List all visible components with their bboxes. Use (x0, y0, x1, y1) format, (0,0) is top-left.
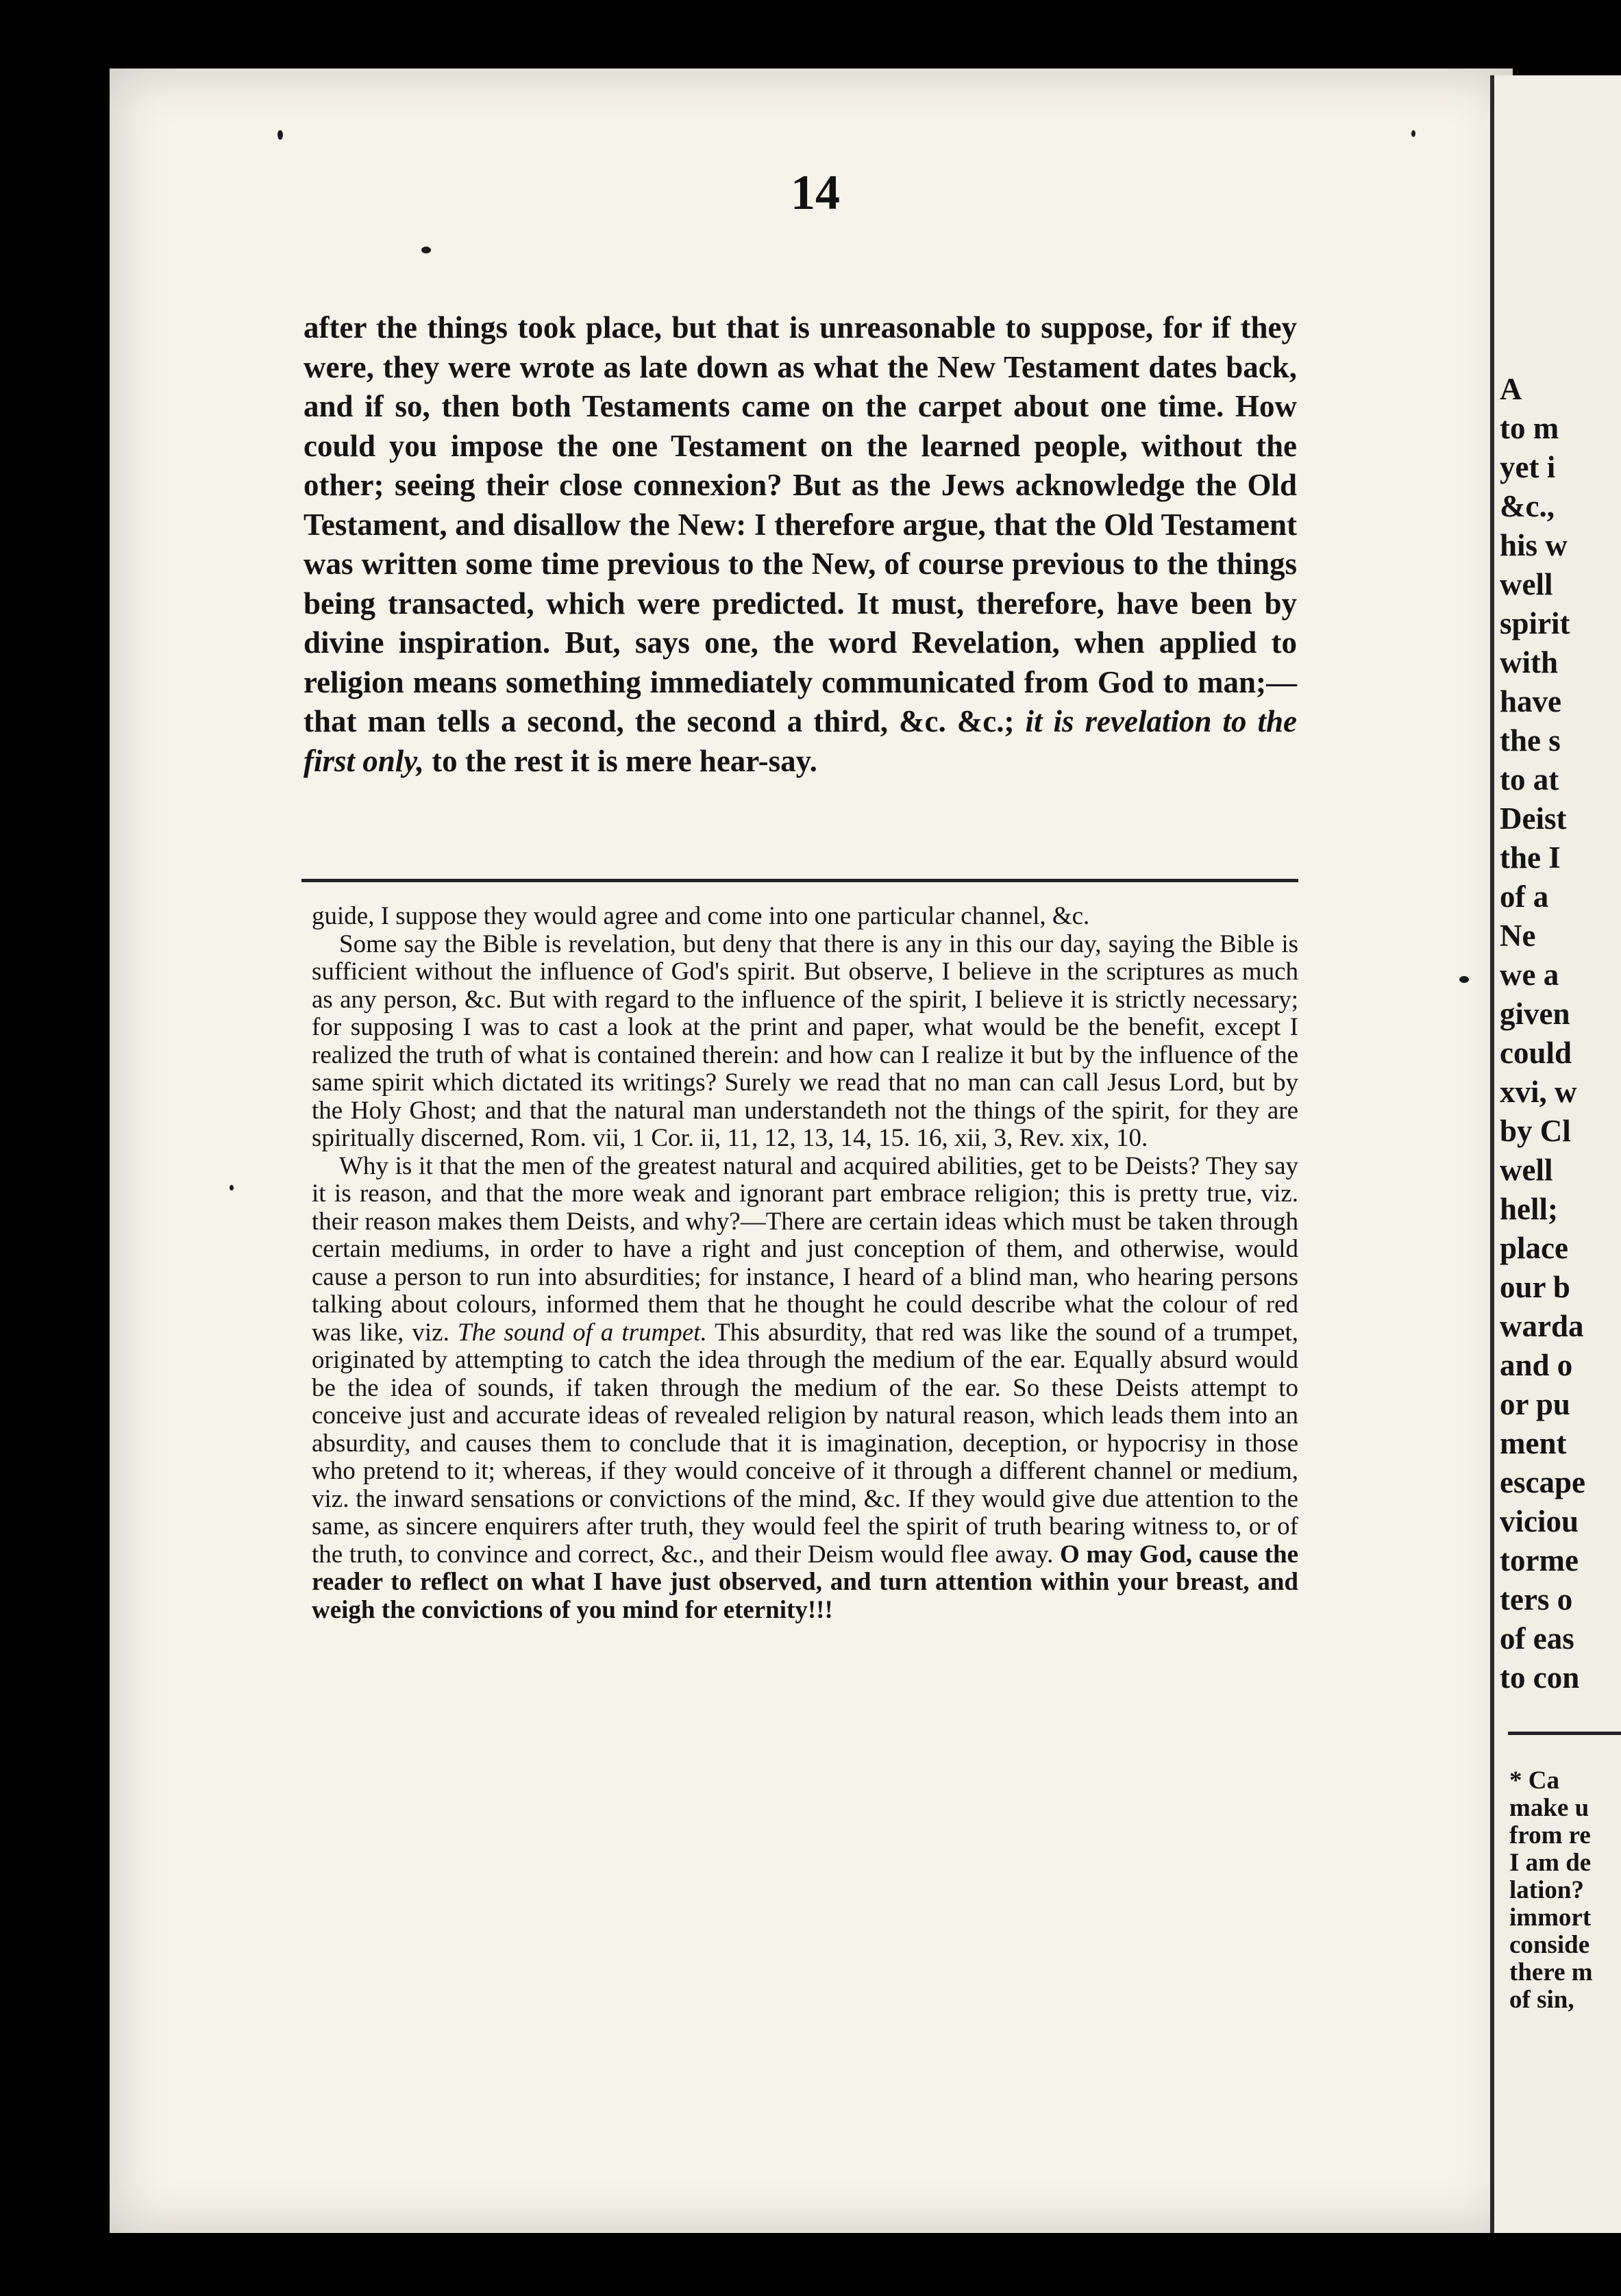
adjacent-page-line: &c., (1500, 489, 1555, 523)
main-text (304, 308, 1297, 781)
adjacent-page-line: by Cl (1500, 1114, 1571, 1148)
main-text-part-2: to the rest it is mere hear-say. (432, 743, 817, 778)
adjacent-page-line: of eas (1500, 1621, 1574, 1656)
adjacent-page-line: Deist (1500, 801, 1567, 836)
footnotes (312, 903, 1298, 1624)
adjacent-page-line: to m (1500, 411, 1559, 445)
adjacent-page-line: ters o (1500, 1582, 1573, 1617)
adjacent-page-line: torme (1500, 1543, 1579, 1577)
adjacent-page-line: well (1500, 1153, 1553, 1187)
adjacent-page-line: make u (1509, 1794, 1589, 1822)
adjacent-page-line: conside (1509, 1931, 1590, 1959)
page-number: 14 (791, 165, 840, 220)
adjacent-page-notes (1509, 1767, 1621, 2014)
adjacent-page-line: A (1500, 372, 1522, 406)
adjacent-page-line: or pu (1500, 1387, 1570, 1421)
adjacent-page-line: there m (1509, 1958, 1593, 1986)
footnote-paragraph-3 (312, 1153, 1298, 1625)
adjacent-page-line: ment (1500, 1426, 1567, 1460)
ink-speck (1411, 130, 1415, 137)
footnote-paragraph-2: Some say the Bible is revelation, but deny that there is any in this our day, saying the Bible is sufficient without the influence of God's spirit. But observe, I believe in the scriptures as much as any person, &c. But with regard to the influence of the spirit, I believe it is strictly necessary; for supposing I was to cast a look at the print and paper, what would be the benefit, except I realized the truth of what is contained therein: and how can I realize it but by the influence of the same spirit which dictated its writings? Surely we read that no man can call Jesus Lord, but by the Holy Ghost; and that the natural man understandeth not the things of the spirit, for they are spiritually discerned, Rom. vii, 1 Cor. ii, 11, 12, 13, 14, 15. 16, xii, 3, Rev. xix, 10. (312, 929, 1298, 1152)
adjacent-page-line: of sin, (1509, 1986, 1574, 2014)
adjacent-page-line: his w (1500, 528, 1568, 562)
ink-speck (421, 247, 431, 253)
adjacent-page-line: and o (1500, 1348, 1573, 1382)
adjacent-page-divider (1508, 1732, 1621, 1735)
adjacent-page-line: Ne (1500, 919, 1536, 953)
adjacent-page-line: with (1500, 645, 1559, 679)
adjacent-page-line: we a (1500, 958, 1559, 992)
adjacent-page-line: place (1500, 1231, 1568, 1265)
adjacent-page-line: given (1500, 997, 1570, 1031)
footnote-closing-exhortation: O may God, cause the reader to reflect on what I have just observed, and turn attention within your breast, and weigh the convictions of you mind for eternity!!! (312, 1540, 1298, 1624)
adjacent-page-body (1500, 370, 1621, 1697)
adjacent-page-line: lation? (1509, 1876, 1584, 1904)
adjacent-page-line: immort (1509, 1904, 1592, 1932)
adjacent-page-line: have (1500, 684, 1561, 719)
adjacent-page-line: hell; (1500, 1192, 1558, 1226)
adjacent-page-line: to at (1500, 762, 1559, 797)
footnote-paragraph-3-part-b: This absurdity, that red was like the sound of a trumpet, originated by attempting to catch the idea through the medium of the ear. Equally absurd would be the idea of sounds, if taken through the medium of the ear. So these Deists attempt to conceive just and accurate ideas of revealed religion by natural reason, which leads them into an absurdity, and causes them to conclude that it is imagination, deception, or hypocrisy in those who pretend to it; whereas, if they would conceive of it through a different channel or medium, viz. the inward sensations or convictions of the mind, &c. If they would give due attention to the same, as sincere enquirers after truth, they would feel the spirit of truth bearing witness to, or of the truth, to convince and correct, &c., and their Deism would flee away. (312, 1318, 1298, 1569)
adjacent-page-line: warda (1500, 1309, 1584, 1343)
adjacent-page-line: xvi, w (1500, 1075, 1577, 1109)
ink-speck (1459, 976, 1469, 983)
adjacent-page (1490, 75, 1621, 2233)
footnote-paragraph-3-part-a: Why is it that the men of the greatest natural and acquired abilities, get to be Deists? They say it is reason, and that the more weak and ignorant part embrace religion; this is pretty true, viz. their reason makes them Deists, and why?—There are certain ideas which must be taken through certain mediums, in order to have a right and just conception of them, and otherwise, would cause a person to run into absurdities; for instance, I heard of a blind man, who hearing persons talking about colours, informed them that he thought he could describe what the colour of red was like, viz. (312, 1151, 1298, 1347)
adjacent-page-line: to con (1500, 1660, 1580, 1695)
main-text-part-1: after the things took place, but that is unreasonable to suppose, for if they were, they were wrote as late down as what the New Testament dates back, and if so, then both Testaments came on the carpet about one time. How could you impose the one Testament on the learned people, without the other; seeing their close connexion? But as the Jews acknowledge the Old Testament, and disallow the New: I therefore argue, that the Old Testament was written some time previous to the New, of course previous to the things being transacted, which were predicted. It must, therefore, have been by divine inspiration. But, says one, the word Revelation, when applied to religion means something immediately communicated from God to man;—that man tells a second, the second a third, &c. &c.; (304, 310, 1297, 738)
footnote-paragraph-1: guide, I suppose they would agree and come into one particular channel, &c. (312, 902, 1090, 930)
adjacent-page-line: from re (1509, 1821, 1591, 1849)
footnote-divider (301, 879, 1298, 882)
adjacent-page-line: well (1500, 567, 1553, 601)
ink-speck (277, 130, 283, 140)
main-text-italic: it is revelation to the first only, (304, 704, 1297, 778)
adjacent-page-line: the s (1500, 723, 1561, 758)
adjacent-page-line: the I (1500, 840, 1561, 875)
adjacent-page-line: viciou (1500, 1504, 1579, 1538)
adjacent-page-line: spirit (1500, 606, 1570, 640)
adjacent-page-line: escape (1500, 1465, 1585, 1499)
footnote-italic-trumpet: The sound of a trumpet. (457, 1318, 707, 1347)
adjacent-page-line: our b (1500, 1270, 1570, 1304)
adjacent-page-line: * Ca (1509, 1767, 1559, 1795)
adjacent-page-line: of a (1500, 879, 1549, 914)
adjacent-page-line: yet i (1500, 450, 1556, 484)
adjacent-page-line: I am de (1509, 1849, 1592, 1877)
adjacent-page-line: could (1500, 1036, 1572, 1070)
ink-speck (230, 1185, 234, 1190)
